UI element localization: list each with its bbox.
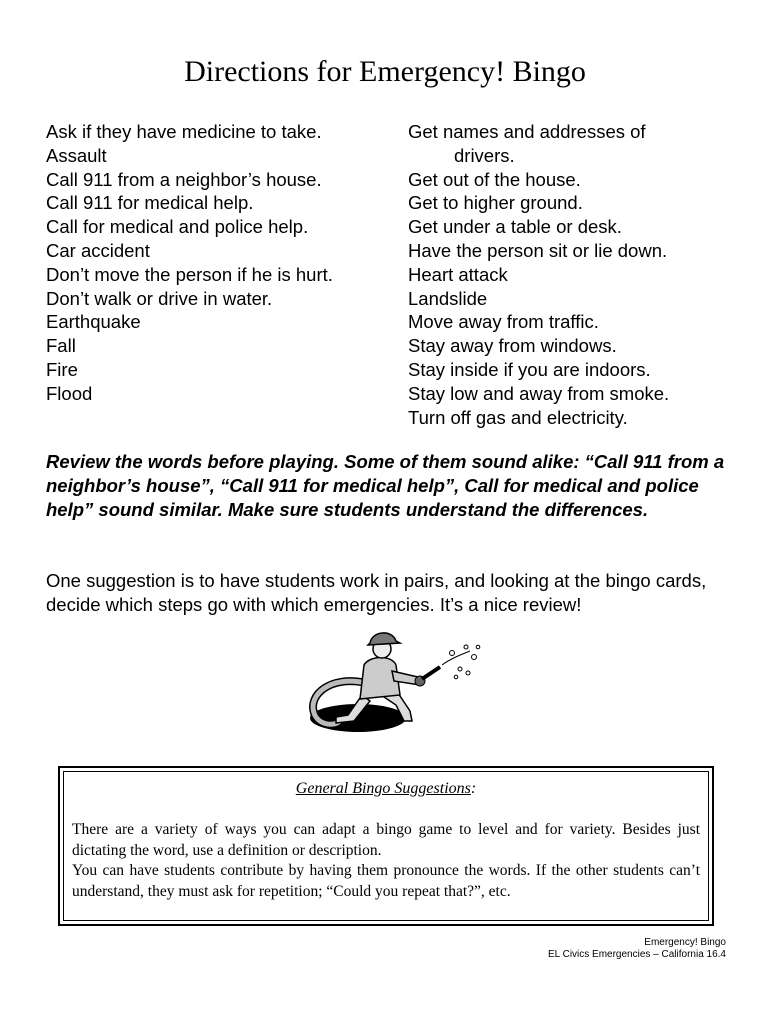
list-item: Stay away from windows. xyxy=(408,335,617,357)
list-item: Get out of the house. xyxy=(408,168,581,190)
list-item: Get to higher ground. xyxy=(408,192,583,214)
list-item: Heart attack xyxy=(408,263,508,285)
list-item: Flood xyxy=(46,382,93,404)
page-title: Directions for Emergency! Bingo xyxy=(184,55,586,88)
list-item: Turn off gas and electricity. xyxy=(408,406,628,428)
page-footer xyxy=(548,937,726,961)
box-paragraph: You can have students contribute by having them pronounce the words. If the other students can’t understand, they must ask for repetition; “Could you repeat that?”, etc. xyxy=(72,862,700,900)
list-item: Call 911 from a neighbor’s house. xyxy=(46,168,322,190)
left-word-list xyxy=(46,120,386,406)
list-item: Earthquake xyxy=(46,311,141,333)
list-item: Call for medical and police help. xyxy=(46,216,309,238)
list-item: Move away from traffic. xyxy=(408,311,599,333)
pair-work-suggestion: One suggestion is to have students work in pairs, and looking at the bingo cards, decide which steps go with which emergencies. It’s a nice review! xyxy=(46,570,707,615)
firefighter-with-hose-icon xyxy=(300,625,490,737)
list-item-continuation: drivers. xyxy=(454,144,515,166)
footer-line: Emergency! Bingo xyxy=(644,937,726,948)
list-item: Call 911 for medical help. xyxy=(46,192,254,214)
bingo-suggestions-box xyxy=(58,766,714,926)
list-item: Have the person sit or lie down. xyxy=(408,239,668,261)
list-item: Stay inside if you are indoors. xyxy=(408,358,651,380)
list-item: Ask if they have medicine to take. xyxy=(46,121,322,142)
review-note: Review the words before playing. Some of them sound alike: “Call 911 from a neighbor’s house”, “Call 911 for medical help”, Call for medical and police help” sound similar. Make sure students understand the differences. xyxy=(46,451,725,520)
box-paragraph: There are a variety of ways you can adapt a bingo game to level and for variety. Besides just dictating the word, use a definition or description. xyxy=(72,821,700,859)
box-title: General Bingo Suggestions: xyxy=(295,780,477,797)
list-item: Fall xyxy=(46,335,76,357)
list-item: Landslide xyxy=(408,287,488,309)
list-item: Stay low and away from smoke. xyxy=(408,382,670,404)
footer-line: EL Civics Emergencies – California 16.4 xyxy=(547,949,726,960)
list-item: Fire xyxy=(46,358,78,380)
box-body xyxy=(72,820,700,902)
list-item: Get under a table or desk. xyxy=(408,216,622,238)
list-item: Get names and addresses of xyxy=(408,121,646,142)
list-item: Don’t move the person if he is hurt. xyxy=(46,263,333,285)
right-word-list xyxy=(408,120,748,429)
list-item: Assault xyxy=(46,144,107,166)
list-item: Don’t walk or drive in water. xyxy=(46,287,273,309)
list-item: Car accident xyxy=(46,239,150,261)
